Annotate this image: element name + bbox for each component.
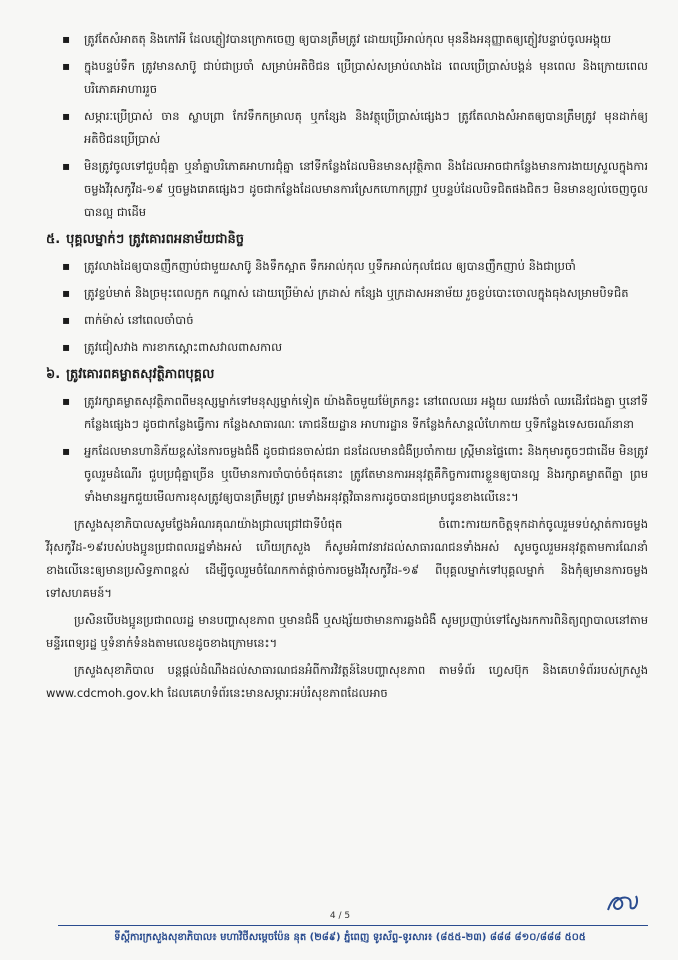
section6-number: ៦. (46, 367, 61, 382)
section6-title: ត្រូវគោរពគម្លាតសុវត្ថិភាពបុគ្គល (66, 367, 215, 382)
section4-list (58, 28, 648, 224)
closing-paragraph: ក្រសួងសុខាភិបាល បន្តផ្តល់ដំណឹងដល់សាធារណជនអំពីការវិវត្តន៍នៃបញ្ហាសុខភាព តាមទំព័រ ហ្វេសប៊ុក និងគេហទំព័ររបស់ក្រសួង www.cdcmoh.gov.kh ដែលគេហទំព័រនេះមានសម្ភារៈអប់រំសុខភាពដែលអាច (46, 663, 648, 700)
section6-heading (46, 363, 648, 386)
closing-paragraph: ក្រសួងសុខាភិបាលសូមថ្លែងអំណរគុណយ៉ាងជ្រាលជ្រៅជាទីបំផុត ចំពោះការយកចិត្តទុកដាក់ចូលរួមទប់ស្កាត់ការចម្លងវីរុសកូវីដ-១៩របស់បងប្អូនប្រជាពលរដ្ឋទាំងអស់ ហើយក្រសួង ក៏សូមអំពាវនាវដល់សាធារណជនទាំងអស់ សូមចូលរួមអនុវត្តតាមការណែនាំខាងលើនេះឲ្យមានប្រសិទ្ធភាពខ្ពស់ ដើម្បីចូលរួមចំណែកកាត់ផ្តាច់ការចម្លងវីរុសកូវីដ-១៩ ពីបុគ្គលម្នាក់ទៅបុគ្គលម្នាក់ និងកុំឲ្យមានការចម្លងទៅសហគមន៍។ (46, 517, 648, 600)
list-item: ▪ អ្នកដែលមានហានិភ័យខ្ពស់នៃការចម្លងជំងឺ ដូចជាជនចាស់ជរា ជនដែលមានជំងឺប្រចាំកាយ ស្ត្រីមានផ្ទៃពោះ និងកុមារតូចៗជាដើម មិនត្រូវចូលរួមដំណើរ ជួបប្រជុំគ្នាច្រើន ឬបើមានការចាំបាច់ចំផុតនោះ ត្រូវតែមានការអនុវត្តគឺកិច្ចការពារខ្លួនឲ្យបានល្អ និងរក្សាគម្លាតពីគ្នា ព្រមទាំងមានអ្នកជួយមើលការខុសត្រូវឲ្យបានត្រឹមត្រូវ ព្រមទាំងអនុវត្តវិធានការដូចបានជម្រាបជូនខាងលើនេះ។ (58, 440, 648, 509)
footer-divider (58, 925, 648, 926)
list-item: ▪ ត្រូវជៀសវាង ការខាកស្តោះពាសវាលពាសកាល (58, 336, 648, 359)
list-item: ▪ មិនត្រូវចូលទៅជួបជុំគ្នា ឬនាំគ្នាបរិភោគអាហារជុំគ្នា នៅទីកន្លែងដែលមិនមានសុវត្ថិភាព និងដែលអាចជាកន្លែងមានការងាយស្រួលក្នុងការចម្លងវីរុសកូវីដ-១៩ ឬចម្លងរោគផ្សេងៗ ដូចជាកន្លែងដែលមានការស្រែកហោកញ្ជ្រាវ ឬបន្ទប់ដែលបិទជិតផងជិតៗ មិនមានខ្យល់ចេញចូលបានល្អ ជាដើម (58, 155, 648, 224)
list-item: ▪ ក្នុងបន្ទប់ទឹក ត្រូវមានសាប៊ូ ជាប់ជាប្រចាំ សម្រាប់អតិថិជន ប្រើប្រាស់សម្រាប់លាងដៃ ពេលប្រើប្រាស់បង្គន់ មុនពេល និងក្រោយពេលបរិភោគអាហាររួច (58, 55, 648, 101)
page-number: 4 / 5 (329, 911, 351, 921)
section5-title: បុគ្គលម្នាក់ៗ ត្រូវគោរពអនាម័យជានិច្ច (66, 232, 245, 247)
section5-heading (46, 228, 648, 251)
list-item: ▪ ត្រូវតែសំអាតតុ និងកៅអី ដែលភ្ញៀវបានក្រោកចេញ ឲ្យបានត្រឹមត្រូវ ដោយប្រើអាល់កុល មុននឹងអនុញ្ញាតឲ្យភ្ញៀវបន្ទាប់ចូលអង្គុយ (58, 28, 648, 51)
closing-paragraph: ប្រសិនបើបងប្អូនប្រជាពលរដ្ឋ មានបញ្ហាសុខភាព ឬមានជំងឺ ឬសង្ស័យថាមានការឆ្លងជំងឺ សូមប្រញាប់ទៅស្វែងរកការពិនិត្យព្យាបាលនៅតាមមន្ទីរពេទ្យរដ្ឋ ឬទំនាក់ទំនងតាមលេខដូចខាងក្រោមនេះ។ (46, 613, 648, 650)
document-body (46, 28, 648, 709)
list-item: ▪ ត្រូវលាងដៃឲ្យបានញឹកញាប់ជាមួយសាប៊ូ និងទឹកស្អាត ទឹកអាល់កុល ឬទឹកអាល់កុលជែល ឲ្យបានញឹកញាប់ និងជាប្រចាំ (58, 255, 648, 278)
footer-address: ទីស្តីការក្រសួងសុខាភិបាល៖ មហាវិថីសម្ដេចប៉ែន នុត (២៨៩) ភ្នំពេញ ទូរស័ព្ទ-ទូរសារ៖ (៨៥៥-២៣) ៨៨៨ ៨១០/៨៨៨ ៥០៥ (114, 932, 586, 943)
list-item: ▪ ត្រូវរក្សាគម្លាតសុវត្ថិភាពពីមនុស្សម្នាក់ទៅមនុស្សម្នាក់ទៀត យ៉ាងតិចមួយម៉ែត្រកន្លះ នៅពេលឈរ អង្គុយ ឈរវង់ចាំ ឈរដើរជែងគ្នា ឬនៅទីកន្លែងផ្សេងៗ ដូចជាកន្លែងធ្វើការ កន្លែងសាធារណៈ ភោជនីយដ្ឋាន អាហារដ្ឋាន ទីកន្លែងកំសាន្តលំហែកាយ ឬទីកន្លែងទេសចរណ៍នានា (58, 390, 648, 436)
section6-list (58, 390, 648, 509)
list-item: ▪ សម្ភារៈប្រើប្រាស់ ចាន ស្លាបព្រា កែវទឹកកម្រាលតុ ឬកន្សែង និងវត្ថុប្រើប្រាស់ផ្សេងៗ ត្រូវតែលាងសំអាតឲ្យបានត្រឹមត្រូវ មុនដាក់ឲ្យអតិថិជនប្រើប្រាស់ (58, 105, 648, 151)
section5-list (58, 255, 648, 359)
list-item: ▪ ត្រូវខ្ទប់មាត់ និងច្រមុះពេលក្អក កណ្តាស់ ដោយប្រើម៉ាស់ ក្រដាស់ កន្សែង ឬក្រដាសអនាម័យ រួចខ្ចប់បោះចោលក្នុងធុងសម្រាមបិទជិត (58, 282, 648, 305)
signature-mark (604, 888, 640, 918)
section5-number: ៥. (46, 232, 61, 247)
list-item: ▪ ពាក់ម៉ាស់ នៅពេលចាំបាច់ (58, 309, 648, 332)
